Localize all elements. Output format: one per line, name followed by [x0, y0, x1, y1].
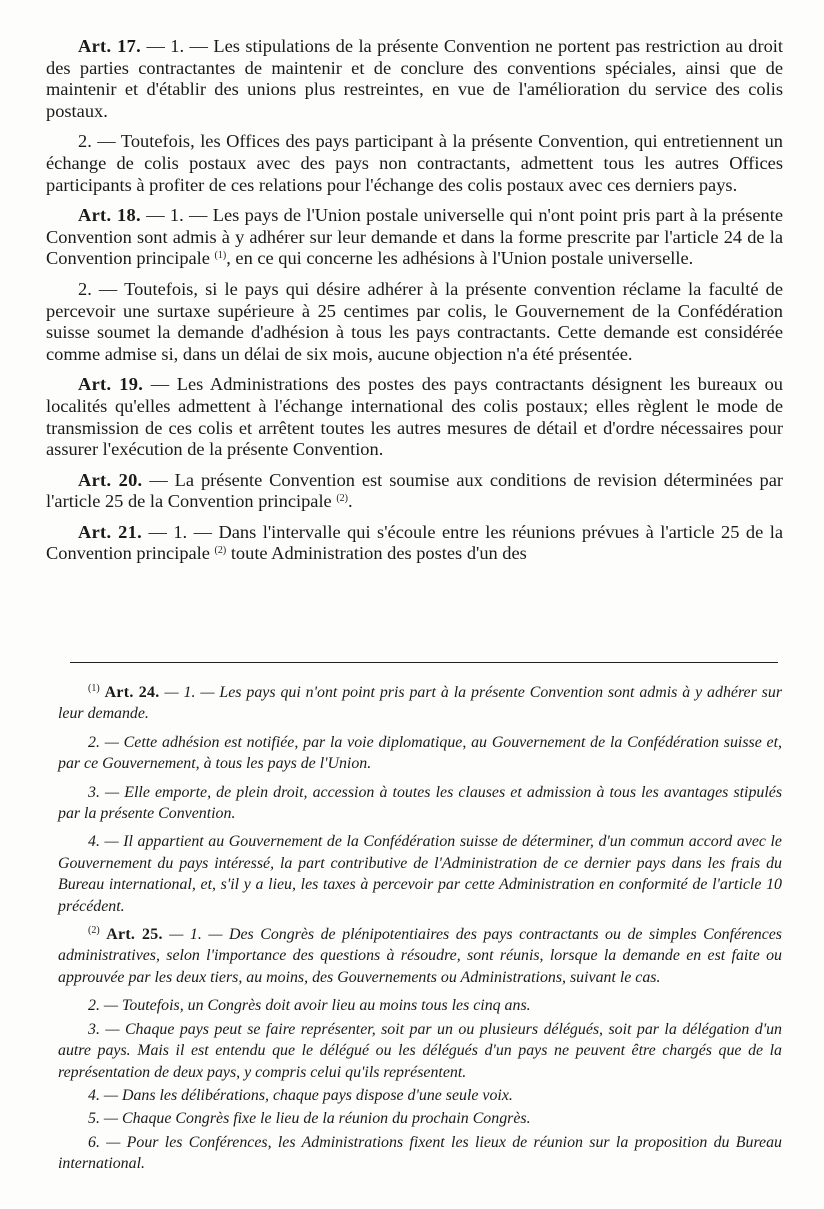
footnote-text: 3. — Elle emporte, de plein droit, accession à toutes les clauses et admission à tous les avantages stipulés par la présente Convention. — [58, 783, 782, 823]
footnote-text: — 1. — Les pays qui n'ont point pris part à la présente Convention sont admis à y adhérer sur leur demande. — [58, 684, 782, 723]
article-label: Art. 20. — [78, 469, 143, 490]
article-20-paragraph — [46, 470, 783, 513]
footnote-text: 2. — Toutefois, un Congrès doit avoir lieu au moins tous les cinq ans. — [88, 997, 531, 1015]
article-label: Art. 17. — [78, 36, 142, 56]
paragraph-text: — La présente Convention est soumise aux conditions de revision déterminées par l'article 25 de la Convention principale — [46, 469, 784, 512]
footnote-ref: (2) — [336, 493, 348, 505]
article-label: Art. 25. — [106, 926, 163, 944]
paragraph-text: . — [348, 491, 353, 512]
footnote-marker: (2) — [88, 925, 100, 937]
article-17-paragraph-1 — [46, 36, 783, 122]
paragraph-text: , en ce qui concerne les adhésions à l'Union postale universelle. — [226, 248, 694, 269]
paragraph-text: toute Administration des postes d'un des — [226, 543, 527, 564]
article-18-paragraph-1 — [46, 205, 783, 270]
paragraph-text: — 1. — Dans l'intervalle qui s'écoule entre les réunions prévues à l'article 25 de la Convention principale — [46, 521, 783, 564]
paragraph-text: — Les Administrations des postes des pays contractants désignent les bureaux ou localités qu'elles admettent à l'échange international des colis postaux; elles règlent le mode de transmission de ces colis et arrêtent toutes les autres mesures de détail et d'ordre nécessaires pour assurer l'exécution de la présente Convention. — [46, 374, 783, 460]
footnote-1-paragraph-3 — [58, 782, 782, 825]
article-label: Art. 21. — [78, 521, 143, 542]
footnote-1-article-24 — [58, 682, 782, 725]
article-label: Art. 18. — [78, 205, 141, 226]
article-17-paragraph-2 — [46, 131, 783, 196]
footnote-1-paragraph-2 — [58, 732, 782, 775]
paragraph-text: — 1. — Les pays de l'Union postale universelle qui n'ont point pris part à la présente Convention sont admis à y adhérer sur leur demande et dans la forme prescrite par l'article 24 de la Convention principale — [46, 205, 783, 269]
main-text — [46, 36, 783, 574]
footnote-text: 6. — Pour les Conférences, les Administrations fixent les lieux de réunion sur la proposition du Bureau international. — [58, 1133, 782, 1173]
footnote-text: 3. — Chaque pays peut se faire représenter, soit par un ou plusieurs délégués, soit par la délégation d'un autre pays. Mais il est entendu que le délégué ou les délégués d'un pays ne peuvent être chargés que de la représentation de deux pays, y compris celui qu'ils représentent. — [58, 1020, 782, 1081]
article-label: Art. 19. — [78, 374, 144, 395]
paragraph-text: 2. — Toutefois, si le pays qui désire adhérer à la présente convention réclame la faculté de percevoir une surtaxe supérieure à 25 centimes par colis, le Gouvernement de la Confédération suisse soumet la demande d'adhésion à tous les pays contractants. Cette demande est considérée comme admise si, dans un délai de six mois, aucune objection n'a été présentée. — [46, 278, 783, 364]
footnote-text: 2. — Cette adhésion est notifiée, par la voie diplomatique, au Gouvernement de la Confédération suisse et, par ce Gouvernement, à tous les pays de l'Union. — [58, 733, 782, 773]
footnote-text: 5. — Chaque Congrès fixe le lieu de la réunion du prochain Congrès. — [88, 1110, 531, 1128]
footnote-marker: (1) — [88, 683, 100, 694]
footnote-1-paragraph-4 — [58, 831, 782, 917]
article-21-paragraph — [46, 522, 783, 565]
footnote-ref: (2) — [214, 545, 227, 557]
paragraph-text: 2. — Toutefois, les Offices des pays participant à la présente Convention, qui entretiennent un échange de colis postaux avec des pays non contractants, admettent tous les autres Offices participants à profiter de ces relations pour l'échange des colis postaux avec ces derniers pays. — [46, 131, 783, 195]
footnote-2-paragraph-3 — [58, 1019, 782, 1083]
footnote-ref: (1) — [214, 250, 227, 262]
footnote-2-paragraph-4 — [58, 1085, 782, 1106]
paragraph-text: — 1. — Les stipulations de la présente Convention ne portent pas restriction au droit des parties contractantes de maintenir et de conclure des conventions spéciales, ainsi que de maintenir et d'établir des unions plus restreintes, en vue de l'amélioration du service des colis postaux. — [46, 36, 784, 121]
footnotes — [58, 682, 782, 1177]
footnote-text: 4. — Il appartient au Gouvernement de la Confédération suisse de déterminer, d'un commun accord avec le Gouvernement du pays intéressé, la part contributive de l'Administration de ce dernier pays dans les frais du Bureau international, et, s'il y a lieu, les taxes à percevoir par cette Administration en conformité de l'article 10 précédent. — [58, 833, 782, 915]
footnote-separator — [70, 662, 778, 663]
footnote-2-paragraph-5 — [58, 1108, 782, 1129]
footnote-2-paragraph-6 — [58, 1132, 782, 1175]
footnote-2-paragraph-2 — [58, 995, 782, 1016]
article-19-paragraph — [46, 374, 783, 460]
footnote-2-article-25 — [58, 924, 782, 988]
footnote-text: 4. — Dans les délibérations, chaque pays dispose d'une seule voix. — [88, 1086, 513, 1104]
article-18-paragraph-2 — [46, 279, 783, 365]
article-label: Art. 24. — [104, 684, 160, 701]
footnote-text: — 1. — Des Congrès de plénipotentiaires des pays contractants ou de simples Conférences administratives, selon l'importance des questions à résoudre, sont réunis, lorsque la demande en est faite ou approuvée par les deux tiers, au moins, des Gouvernements ou Administrations, suivant le cas. — [58, 926, 782, 986]
